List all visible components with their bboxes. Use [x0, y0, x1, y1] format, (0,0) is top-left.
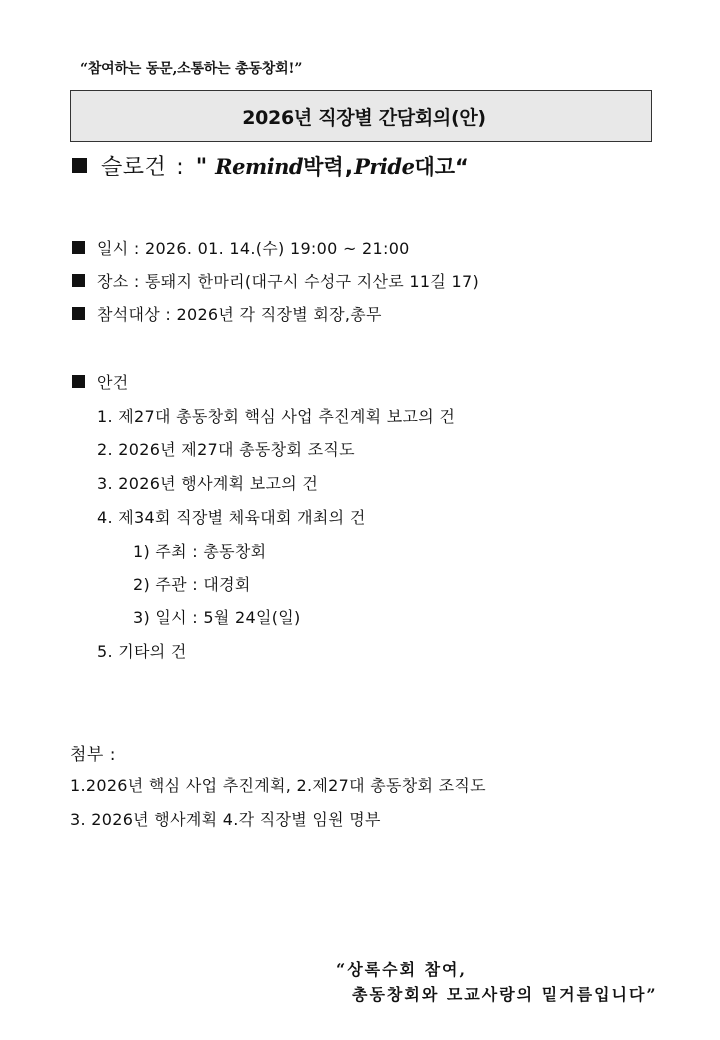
- square-bullet-icon: [72, 375, 85, 388]
- agenda-item: 5. 기타의 건: [97, 642, 187, 661]
- agenda-heading: [72, 370, 129, 393]
- closing-line-2: 총동창회와 모교사랑의 밑거름입니다”: [352, 985, 658, 1004]
- slogan-korean-2: 대고“: [414, 155, 469, 179]
- agenda-item: 2. 2026년 제27대 총동창회 조직도: [97, 440, 355, 459]
- slogan-comma: ,: [344, 155, 354, 180]
- slogan-word-remind: Remind: [215, 154, 304, 179]
- square-bullet-icon: [72, 241, 85, 254]
- agenda-item: 4. 제34회 직장별 체육대회 개최의 건: [97, 508, 366, 527]
- info-place-text: 장소 : 통돼지 한마리(대구시 수성구 지산로 11길 17): [97, 272, 480, 291]
- slogan-colon: :: [176, 155, 184, 180]
- slogan-korean-1: 박력: [303, 155, 344, 179]
- title-box: [70, 90, 652, 142]
- slogan-line: [72, 150, 469, 181]
- agenda-sub-item: 2) 주관 : 대경회: [133, 575, 251, 594]
- page-title: 2026년 직장별 간담회의(안): [242, 106, 486, 129]
- attachments-line: 3. 2026년 행사계획 4.각 직장별 임원 명부: [70, 810, 381, 829]
- attachments-line: 1.2026년 핵심 사업 추진계획, 2.제27대 총동창회 조직도: [70, 776, 486, 795]
- slogan-open-quote: ": [195, 155, 208, 180]
- agenda-item: 1. 제27대 총동창회 핵심 사업 추진계획 보고의 건: [97, 407, 456, 426]
- attachments-label: 첨부 :: [70, 745, 116, 765]
- info-date: [72, 236, 410, 259]
- square-bullet-icon: [72, 274, 85, 287]
- info-attendees: [72, 302, 382, 325]
- agenda-sub-item: 1) 주최 : 총동창회: [133, 542, 267, 561]
- square-bullet-icon: [72, 307, 85, 320]
- info-place: [72, 269, 479, 292]
- slogan-word-pride: Pride: [354, 154, 415, 179]
- agenda-heading-text: 안건: [97, 373, 129, 392]
- square-bullet-icon: [72, 158, 87, 173]
- header-motto: “참여하는 동문,소통하는 총동창회!”: [80, 61, 303, 77]
- closing-line-1: “상록수회 참여,: [336, 960, 468, 979]
- info-attendees-text: 참석대상 : 2026년 각 직장별 회장,총무: [97, 305, 382, 324]
- agenda-item: 3. 2026년 행사계획 보고의 건: [97, 474, 319, 493]
- slogan-label: 슬로건: [101, 155, 167, 180]
- agenda-sub-item: 3) 일시 : 5월 24일(일): [133, 608, 301, 627]
- info-date-text: 일시 : 2026. 01. 14.(수) 19:00 ~ 21:00: [97, 239, 410, 258]
